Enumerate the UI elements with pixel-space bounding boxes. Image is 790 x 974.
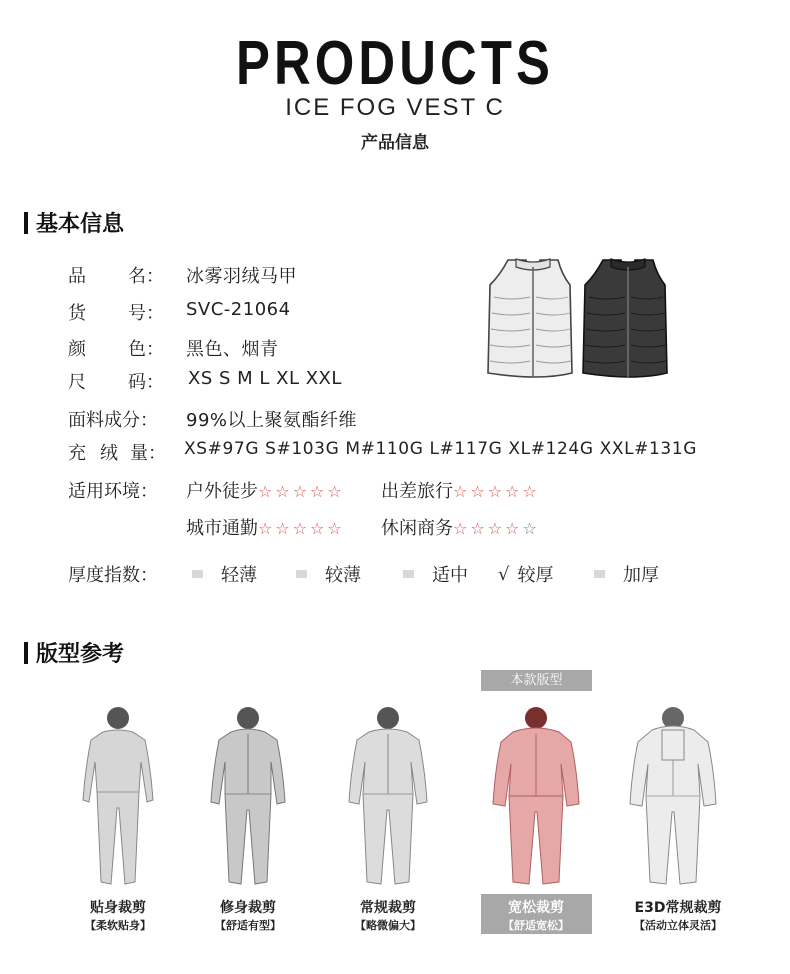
usage-name: 户外徒步 [186, 481, 258, 502]
fit-desc: 【略微偏大】 [355, 919, 421, 932]
thickness-option [192, 561, 257, 587]
star-filled-icon: ☆ [292, 519, 311, 538]
color-label-char-1: 颜 [68, 339, 86, 360]
thickness-label: 厚度指数： [68, 565, 158, 586]
thickness-option-label: 加厚 [623, 565, 659, 586]
star-filled-icon: ☆ [453, 519, 471, 538]
star-filled-icon: ☆ [505, 519, 523, 538]
material-value: 99%以上聚氨酯纤维 [186, 410, 358, 431]
fit-figure-regular-icon [343, 700, 433, 890]
product-model: ICE FOG VEST C [285, 94, 505, 121]
usage-label: 适用环境： [68, 481, 158, 502]
star-filled-icon: ☆ [310, 482, 328, 501]
star-rating [258, 519, 345, 538]
fit-title: 版型参考 [36, 642, 125, 667]
usage-item [186, 514, 345, 540]
color-value: 黑色、烟青 [186, 339, 279, 360]
sku-label-char-1: 货 [68, 303, 86, 324]
star-filled-icon: ☆ [453, 482, 471, 501]
basic-info-heading [24, 207, 124, 238]
star-filled-icon: ☆ [292, 482, 311, 501]
star-filled-icon: ☆ [470, 519, 488, 538]
product-vests-image [480, 255, 670, 380]
vest-smoke-green-icon [488, 259, 572, 377]
vest-black-icon [583, 259, 667, 377]
name-label-char-1: 品 [68, 266, 86, 287]
star-filled-icon: ☆ [275, 482, 293, 501]
fit-desc: 【舒适有型】 [215, 919, 281, 932]
usage-item [381, 477, 540, 503]
fit-name: 常规裁剪 [360, 900, 416, 916]
fit-figure-e3d-icon [628, 700, 718, 890]
size-label-char-1: 尺 [68, 372, 86, 393]
sku-value: SVC-21064 [186, 299, 291, 320]
thickness-option [594, 561, 659, 587]
fill-label-char-3: 量： [130, 443, 166, 464]
heading-bar [24, 212, 28, 234]
star-filled-icon: ☆ [258, 519, 276, 538]
usage-item [186, 477, 345, 503]
star-filled-icon: ☆ [487, 519, 506, 538]
star-filled-icon: ☆ [522, 482, 540, 501]
star-filled-icon: ☆ [487, 482, 506, 501]
current-fit-badge: 本款版型 [481, 670, 592, 691]
star-filled-icon: ☆ [310, 519, 328, 538]
star-rating [453, 519, 540, 538]
fit-figure-loose-icon [491, 700, 581, 890]
unchecked-box-icon [296, 570, 307, 578]
name-label-char-2: 名： [128, 266, 164, 287]
star-filled-icon: ☆ [258, 482, 276, 501]
star-rating [453, 482, 540, 501]
size-value: XS S M L XL XXL [188, 368, 342, 389]
fit-desc: 【活动立体灵活】 [634, 919, 722, 932]
unchecked-box-icon [192, 570, 203, 578]
fill-label-char-2: 绒 [100, 443, 118, 464]
basic-info-title: 基本信息 [36, 212, 125, 237]
thickness-option-label: 较厚 [517, 565, 554, 586]
usage-item [381, 514, 540, 540]
usage-name: 休闲商务 [381, 518, 453, 539]
fit-desc: 【柔软贴身】 [85, 919, 151, 932]
fit-name: 贴身裁剪 [90, 900, 146, 916]
thickness-option-label: 较薄 [325, 565, 361, 586]
fit-name-selected: 宽松裁剪 [508, 900, 564, 916]
product-info-caption: 产品信息 [361, 133, 429, 153]
fit-figure-slim-icon [203, 700, 293, 890]
star-filled-icon: ☆ [470, 482, 488, 501]
thickness-option-label: 轻薄 [221, 565, 257, 586]
star-rating [258, 482, 345, 501]
material-label: 面料成分： [68, 410, 158, 431]
star-filled-icon: ☆ [275, 519, 293, 538]
star-filled-icon: ☆ [327, 519, 345, 538]
sku-label-char-2: 号： [128, 303, 164, 324]
thickness-option [403, 561, 468, 587]
unchecked-box-icon [403, 570, 414, 578]
color-label-char-2: 色： [128, 339, 164, 360]
fit-desc-selected: 【舒适宽松】 [503, 919, 569, 932]
fit-figure-skin-icon [73, 700, 163, 890]
thickness-option-label: 适中 [432, 565, 468, 586]
heading-bar [24, 642, 28, 664]
fit-heading [24, 637, 124, 668]
fit-name: E3D常规裁剪 [634, 900, 722, 916]
thickness-option [296, 561, 361, 587]
star-filled-icon: ☆ [327, 482, 345, 501]
thickness-option-selected [498, 561, 553, 587]
size-label-char-2: 码： [128, 372, 164, 393]
star-filled-icon: ☆ [505, 482, 523, 501]
usage-name: 城市通勤 [186, 518, 258, 539]
checkmark-icon: √ [498, 563, 510, 585]
name-value: 冰雾羽绒马甲 [186, 266, 297, 287]
fill-label-char-1: 充 [68, 443, 86, 464]
usage-name: 出差旅行 [381, 481, 453, 502]
page-title: PRODUCTS [235, 29, 555, 98]
fit-name: 修身裁剪 [220, 900, 276, 916]
star-empty-icon: ☆ [522, 519, 540, 538]
unchecked-box-icon [594, 570, 605, 578]
fill-value: XS#97G S#103G M#110G L#117G XL#124G XXL#131G [184, 439, 698, 459]
